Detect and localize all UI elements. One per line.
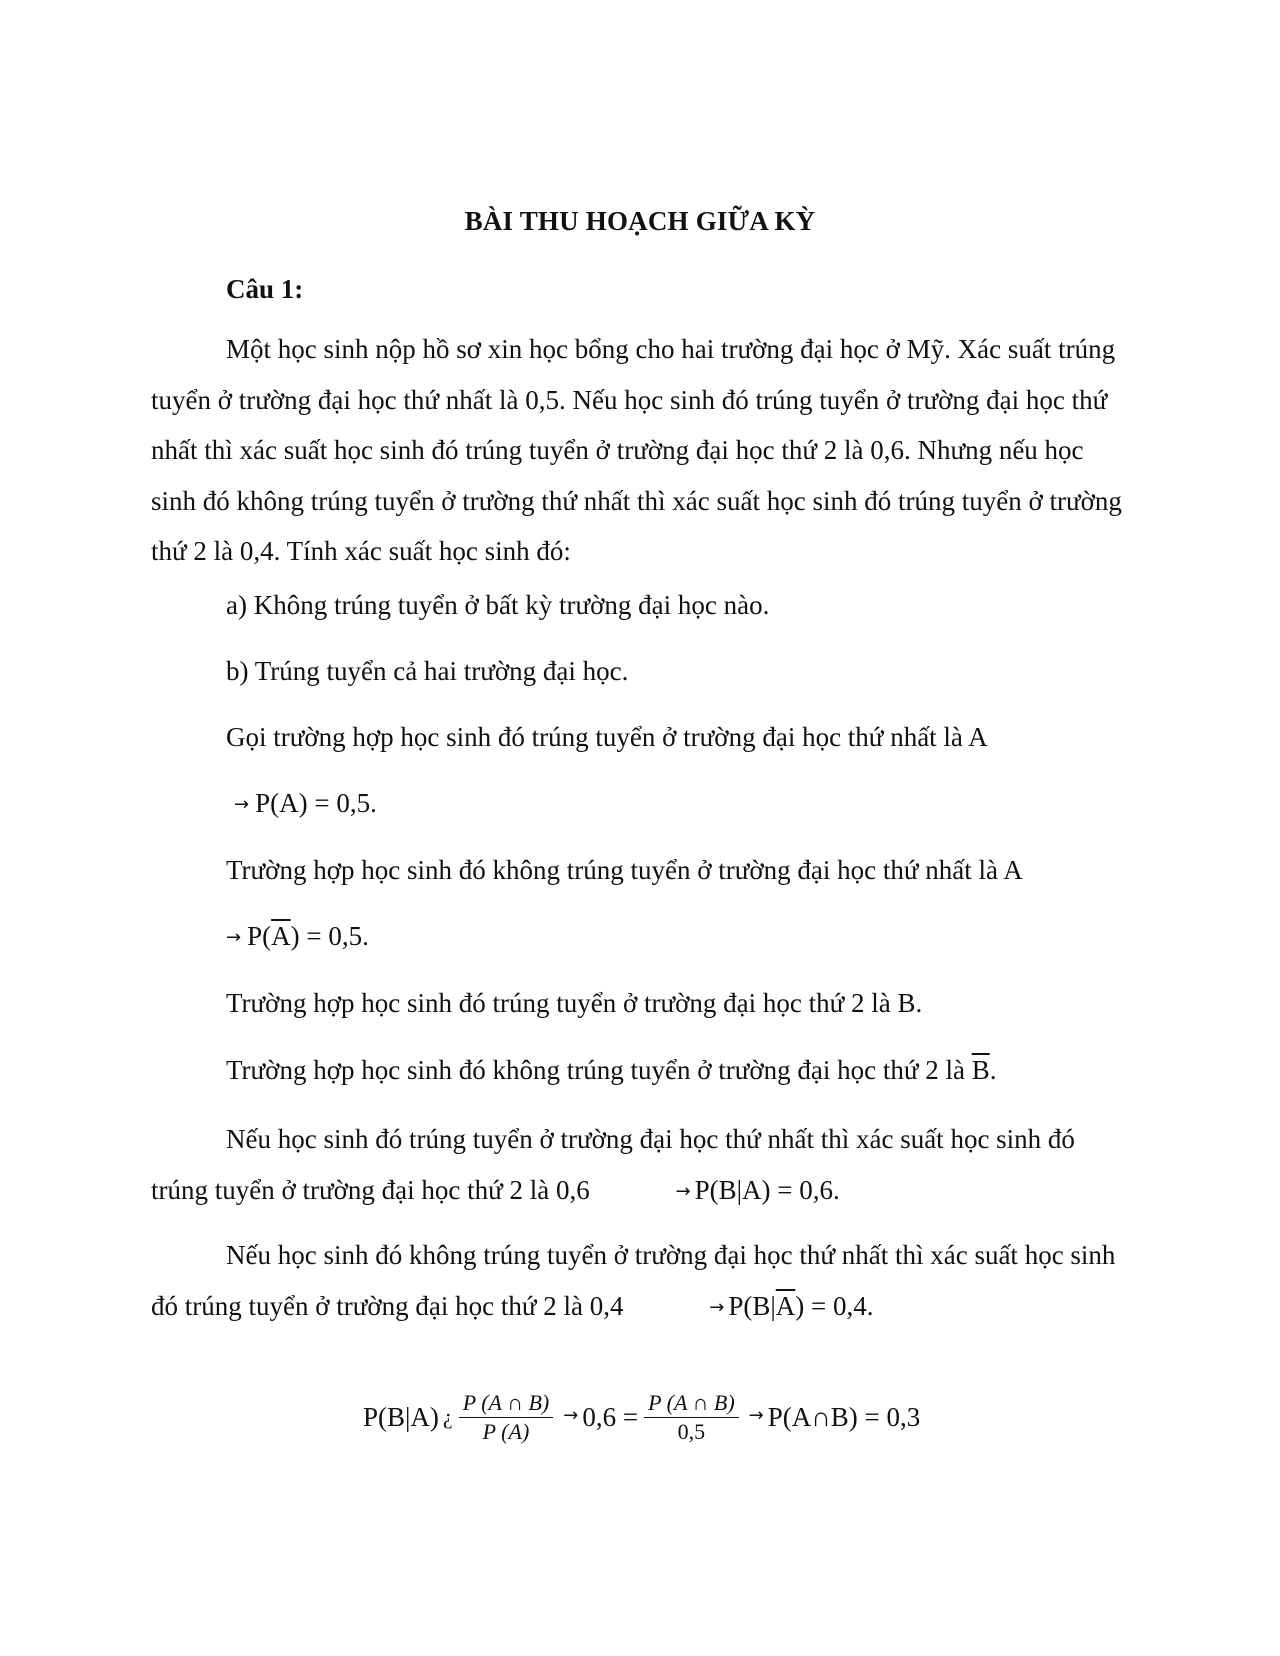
- complement-a: $\overline{A}$: [775, 1290, 796, 1321]
- arrow-icon: →: [234, 794, 250, 815]
- arrow-icon: →: [748, 1404, 764, 1426]
- condition-2: Nếu học sinh đó không trúng tuyển ở trường đại học thứ nhất thì xác suất học sinh đó trúng tuyển ở trường đại học thứ 2 là $0,4 \to P(B|\overline{A}) = 0,4$.: [151, 1230, 1131, 1335]
- probability-a: [234, 788, 377, 819]
- fraction-2-denominator: 0,5: [677, 1418, 706, 1444]
- complement-a: $\overline{A}$: [271, 921, 291, 951]
- question-heading: Câu 1:: [226, 274, 304, 304]
- probability-not-a: → $P(\overline{A}) = 0,5$.: [226, 921, 369, 951]
- fraction-2-numerator: P (A ∩ B): [644, 1389, 739, 1418]
- problem-statement: Một học sinh nộp hồ sơ xin học bổng cho hai trường đại học ở Mỹ. Xác suất trúng tuyển ở trường đại học thứ nhất là 0,5. Nếu học sinh đó trúng tuyển ở trường đại học thứ nhất thì xác suất học sinh đó trúng tuyển ở trường đại học thứ 2 là 0,6. Nhưng nếu học sinh đó không trúng tuyển ở trường thứ nhất thì xác suất học sinh đó trúng tuyển ở trường thứ 2 là 0,4. Tính xác suất học sinh đó:: [151, 334, 1122, 566]
- formula-mid: 0,6 =: [582, 1401, 639, 1432]
- definition-not-a: Trường hợp học sinh đó không trúng tuyển ở trường đại học thứ nhất là A: [226, 855, 1023, 885]
- arrow-icon: →: [675, 1180, 691, 1202]
- condition-1: Nếu học sinh đó trúng tuyển ở trường đại học thứ nhất thì xác suất học sinh đó trúng tuyển ở trường đại học thứ 2 là 0,6 → P(B|A) = 0,6.: [151, 1114, 1131, 1219]
- definition-b: Trường hợp học sinh đó trúng tuyển ở trường đại học thứ 2 là B.: [226, 988, 923, 1018]
- document-title: BÀI THU HOẠCH GIỮA KỲ: [464, 206, 816, 236]
- fraction-2: [644, 1389, 739, 1446]
- complement-b: $\overline{B}$: [971, 1055, 990, 1085]
- arrow-icon: →: [563, 1404, 579, 1426]
- probability-a-eq: P(A) = 0,5.: [255, 788, 377, 818]
- fraction-1: [459, 1389, 554, 1446]
- formula-result: P(A∩B) = 0,3: [767, 1401, 921, 1432]
- part-b-text: b) Trúng tuyển cả hai trường đại học.: [226, 656, 629, 686]
- definition-not-b: Trường hợp học sinh đó không trúng tuyển ở trường đại học thứ 2 là $\overline{B}$.: [226, 1055, 997, 1085]
- definition-a: Gọi trường hợp học sinh đó trúng tuyển ở trường đại học thứ nhất là A: [226, 722, 988, 752]
- bayes-formula: [363, 1382, 920, 1452]
- fraction-1-denominator: P (A): [482, 1418, 530, 1444]
- part-a-text: a) Không trúng tuyển ở bất kỳ trường đại học nào.: [226, 590, 770, 620]
- arrow-icon: →: [226, 927, 242, 948]
- fraction-1-numerator: P (A ∩ B): [459, 1389, 554, 1418]
- arrow-icon: →: [709, 1296, 725, 1318]
- formula-glyph: ¿: [442, 1404, 453, 1429]
- formula-lhs: P(B|A): [363, 1401, 439, 1432]
